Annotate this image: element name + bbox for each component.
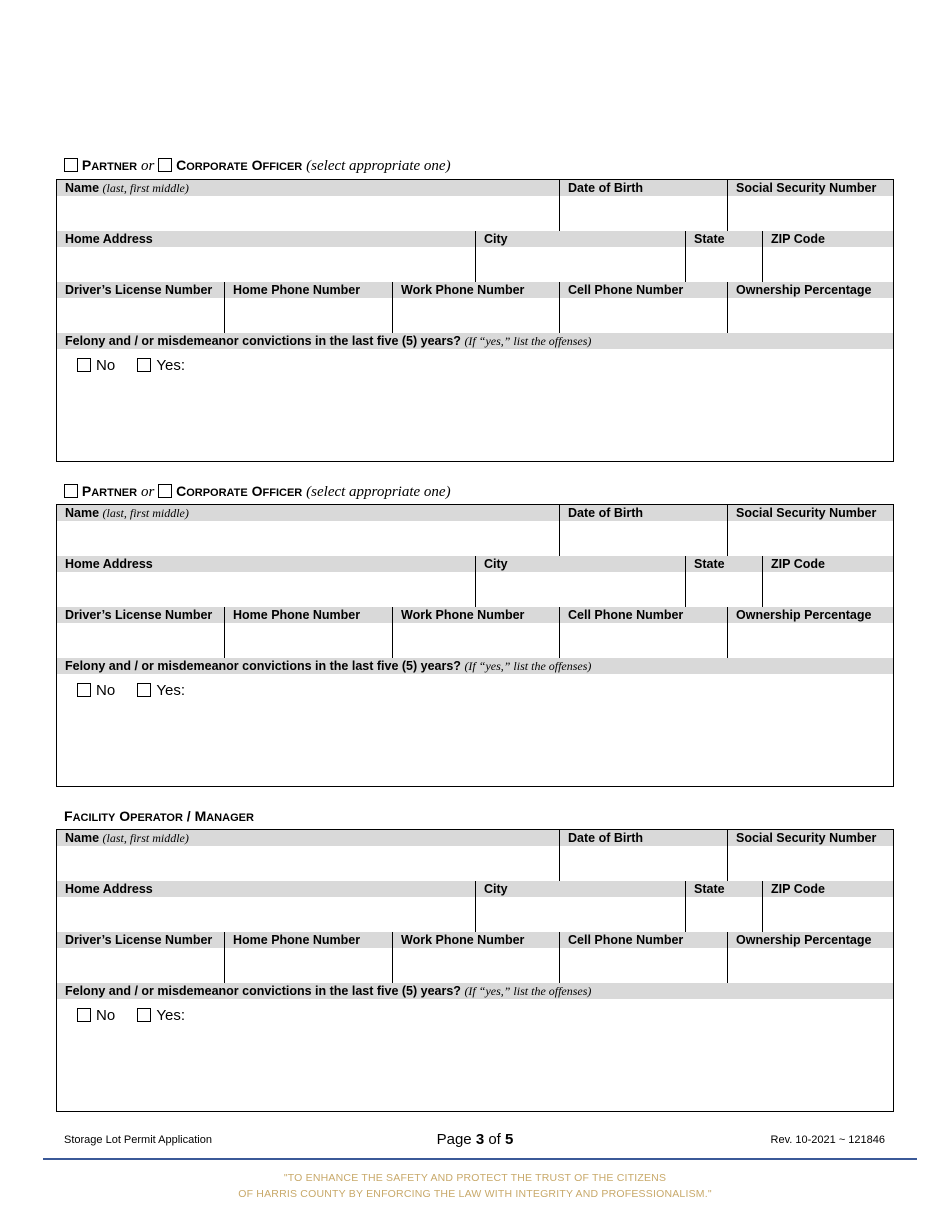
form-row-address [57, 556, 893, 608]
section-1-title: PARTNER or CORPORATE OFFICER (select appropriate one) [64, 156, 451, 174]
work-phone-cell[interactable]: Work Phone Number [392, 607, 559, 658]
name-cell[interactable]: Name (last, first middle) [57, 180, 559, 231]
ssn-cell[interactable]: Social Security Number [727, 180, 893, 231]
ownership-cell[interactable]: Ownership Percentage [727, 607, 893, 658]
page-number: Page 3 of 5 [436, 1131, 514, 1148]
ssn-cell[interactable]: Social Security Number [727, 505, 893, 556]
zip-cell[interactable]: ZIP Code [762, 556, 893, 607]
cell-phone-cell[interactable]: Cell Phone Number [559, 932, 727, 983]
state-cell[interactable]: State [685, 556, 762, 607]
drivers-license-cell[interactable]: Driver’s License Number [57, 282, 224, 333]
city-cell[interactable]: City [475, 881, 685, 932]
drivers-license-cell[interactable]: Driver’s License Number [57, 932, 224, 983]
dob-cell[interactable]: Date of Birth [559, 505, 727, 556]
home-address-cell[interactable]: Home Address [57, 231, 475, 282]
ownership-cell[interactable]: Ownership Percentage [727, 282, 893, 333]
motto-line-2: OF HARRIS COUNTY BY ENFORCING THE LAW WITH INTEGRITY AND PROFESSIONALISM." [238, 1188, 712, 1200]
ssn-cell[interactable]: Social Security Number [727, 830, 893, 881]
footer-form-name: Storage Lot Permit Application [64, 1134, 212, 1146]
name-cell[interactable]: Name (last, first middle) [57, 505, 559, 556]
state-cell[interactable]: State [685, 231, 762, 282]
felony-no-checkbox[interactable] [77, 683, 91, 697]
home-address-cell[interactable]: Home Address [57, 556, 475, 607]
form-row-name [57, 830, 893, 882]
form-box [56, 504, 894, 787]
cell-phone-cell[interactable]: Cell Phone Number [559, 607, 727, 658]
felony-question: Felony and / or misdemeanor convictions in the last five (5) years? (If “yes,” list the offenses) [57, 333, 893, 349]
motto [0, 1170, 950, 1202]
felony-yes-checkbox[interactable] [137, 358, 151, 372]
form-row-phones [57, 607, 893, 659]
form-box [56, 829, 894, 1112]
section-3-form [56, 829, 894, 1112]
section-3-title: FACILITY OPERATOR / MANAGER [64, 808, 254, 824]
felony-no-option[interactable]: No [77, 357, 115, 375]
partner-checkbox[interactable] [64, 158, 78, 172]
form-row-address [57, 231, 893, 283]
felony-options [77, 682, 203, 700]
home-address-cell[interactable]: Home Address [57, 881, 475, 932]
city-cell[interactable]: City [475, 231, 685, 282]
felony-no-option[interactable]: No [77, 1007, 115, 1025]
form-row-phones [57, 282, 893, 334]
felony-yes-checkbox[interactable] [137, 683, 151, 697]
work-phone-cell[interactable]: Work Phone Number [392, 932, 559, 983]
felony-yes-checkbox[interactable] [137, 1008, 151, 1022]
form-row-name [57, 505, 893, 557]
partner-checkbox[interactable] [64, 484, 78, 498]
motto-line-1: "TO ENHANCE THE SAFETY AND PROTECT THE TRUST OF THE CITIZENS [283, 1172, 667, 1184]
dob-cell[interactable]: Date of Birth [559, 180, 727, 231]
home-phone-cell[interactable]: Home Phone Number [224, 932, 392, 983]
name-cell[interactable]: Name (last, first middle) [57, 830, 559, 881]
form-box [56, 179, 894, 462]
felony-no-option[interactable]: No [77, 682, 115, 700]
drivers-license-cell[interactable]: Driver’s License Number [57, 607, 224, 658]
dob-cell[interactable]: Date of Birth [559, 830, 727, 881]
zip-cell[interactable]: ZIP Code [762, 881, 893, 932]
form-row-name [57, 180, 893, 232]
form-row-phones [57, 932, 893, 984]
form-row-address [57, 881, 893, 933]
felony-question: Felony and / or misdemeanor convictions in the last five (5) years? (If “yes,” list the offenses) [57, 658, 893, 674]
state-cell[interactable]: State [685, 881, 762, 932]
work-phone-cell[interactable]: Work Phone Number [392, 282, 559, 333]
footer-revision: Rev. 10-2021 ~ 121846 [770, 1134, 885, 1146]
felony-options [77, 1007, 203, 1025]
felony-no-checkbox[interactable] [77, 1008, 91, 1022]
zip-cell[interactable]: ZIP Code [762, 231, 893, 282]
home-phone-cell[interactable]: Home Phone Number [224, 282, 392, 333]
felony-yes-option[interactable]: Yes: [137, 1007, 185, 1025]
felony-yes-option[interactable]: Yes: [137, 357, 185, 375]
felony-options [77, 357, 203, 375]
corporate-officer-checkbox[interactable] [158, 158, 172, 172]
city-cell[interactable]: City [475, 556, 685, 607]
section-1-form [56, 179, 894, 462]
felony-question: Felony and / or misdemeanor convictions in the last five (5) years? (If “yes,” list the offenses) [57, 983, 893, 999]
home-phone-cell[interactable]: Home Phone Number [224, 607, 392, 658]
cell-phone-cell[interactable]: Cell Phone Number [559, 282, 727, 333]
footer-divider [43, 1158, 917, 1160]
felony-no-checkbox[interactable] [77, 358, 91, 372]
section-2-title: PARTNER or CORPORATE OFFICER (select appropriate one) [64, 482, 451, 500]
corporate-officer-checkbox[interactable] [158, 484, 172, 498]
section-2-form [56, 504, 894, 787]
ownership-cell[interactable]: Ownership Percentage [727, 932, 893, 983]
felony-yes-option[interactable]: Yes: [137, 682, 185, 700]
